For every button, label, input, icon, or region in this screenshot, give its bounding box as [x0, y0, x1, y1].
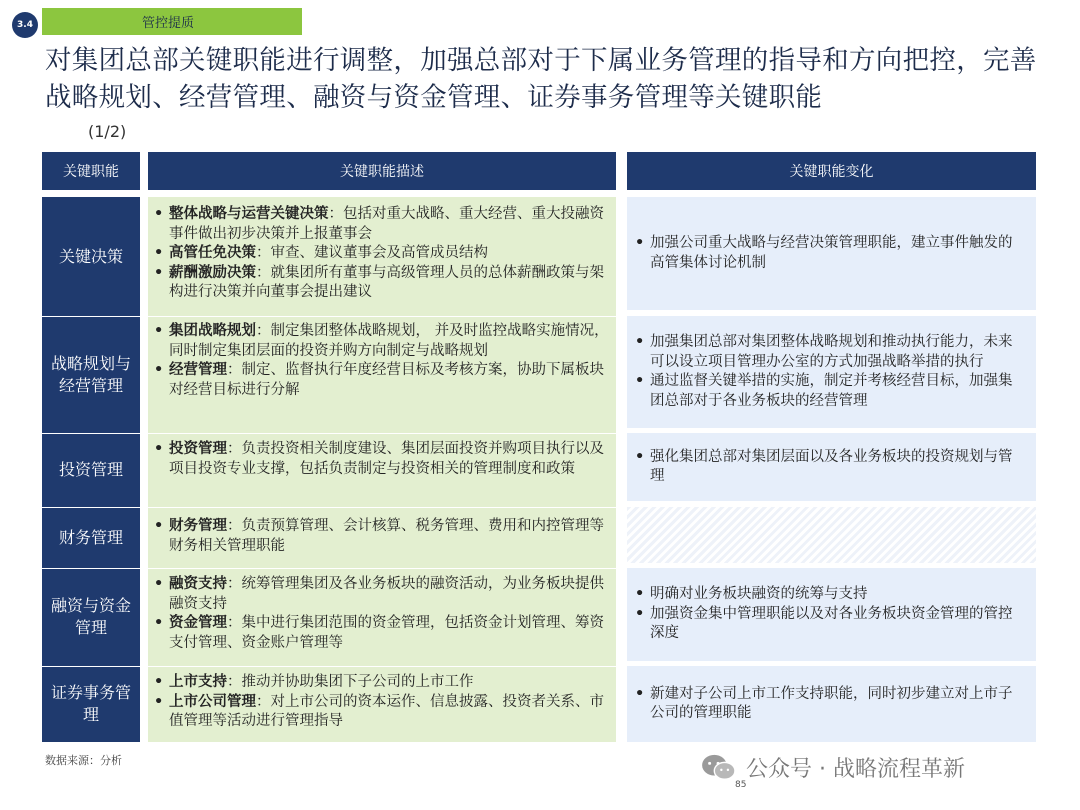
- function-cell: 融资与资金管理: [50, 596, 131, 637]
- description-cell: [154, 205, 612, 303]
- list-item: • 整体战略与运营关键决策：包括对重大战略、重大经营、重大投融资事件做出初步决策并上报董事会: [154, 206, 604, 242]
- wechat-icon: [700, 753, 738, 783]
- description-cell: [154, 575, 612, 653]
- change-cell: [627, 316, 1036, 428]
- list-item: • 经营管理：制定、监督执行年度经营目标及考核方案，协助下属板块对经营目标进行分解: [154, 362, 604, 398]
- function-cell: 投资管理: [58, 460, 123, 479]
- list-item: • 新建对子公司上市工作支持职能，同时初步建立对上市子公司的管理职能: [635, 685, 1013, 721]
- function-cell: 关键决策: [58, 246, 123, 266]
- change-cell: [627, 568, 1036, 661]
- page-indicator: (1/2): [88, 122, 127, 141]
- description-cell: [154, 517, 612, 556]
- column-header-change: 关键职能变化: [627, 152, 1036, 190]
- change-cell: [627, 433, 1036, 501]
- section-label: 管控提质: [42, 8, 302, 35]
- function-cell: 战略规划与经营管理: [50, 353, 131, 395]
- list-item: • 加强资金集中管理职能以及对各业务板块资金管理的管控深度: [635, 605, 1013, 642]
- list-item: • 融资支持：统筹管理集团及各业务板块的融资活动，为业务板块提供融资支持: [154, 576, 604, 612]
- list-item: • 通过监督关键举措的实施，制定并考核经营目标，加强集团总部对于各业务板块的经营管理: [635, 373, 1013, 409]
- list-item: • 薪酬激励决策：就集团所有董事与高级管理人员的总体薪酬政策与架构进行决策并向董事会提出建议: [154, 264, 604, 300]
- column-header-description: 关键职能描述: [148, 152, 616, 190]
- function-cell: 证券事务管理: [50, 683, 131, 724]
- change-cell-empty: [627, 507, 1036, 563]
- list-item: • 投资管理：负责投资相关制度建设、集团层面投资并购项目执行以及项目投资专业支撑，包括负责制定与投资相关的管理制度和政策: [154, 441, 604, 477]
- description-cell: [154, 673, 612, 732]
- page-number: 85: [735, 780, 747, 790]
- page-title: 对集团总部关键职能进行调整，加强总部对于下属业务管理的指导和方向把控，完善战略规划、经营管理、融资与资金管理、证券事务管理等关键职能: [45, 45, 1037, 113]
- list-item: • 集团战略规划：制定集团整体战略规划， 并及时监控战略实施情况，同时制定集团层面的投资并购方向制定与战略规划: [154, 323, 609, 359]
- list-item: • 加强集团总部对集团整体战略规划和推动执行能力，未来可以设立项目管理办公室的方式加强战略举措的执行: [635, 334, 1013, 370]
- list-item: • 高管任免决策：审查、建议董事会及高管成员结构: [154, 245, 488, 261]
- list-item: • 明确对业务板块融资的统筹与支持: [635, 586, 868, 603]
- list-item: • 加强公司重大战略与经营决策管理职能，建立事件触发的高管集体讨论机制: [635, 235, 1013, 271]
- function-cell: 财务管理: [58, 527, 123, 547]
- change-cell: [627, 197, 1036, 310]
- column-header-function: 关键职能: [42, 152, 140, 190]
- change-cell: [627, 666, 1036, 742]
- list-item: • 上市公司管理：对上市公司的资本运作、信息披露、投资者关系、市值管理等活动进行管理指导: [154, 693, 604, 729]
- watermark-text: 公众号 · 战略流程革新: [746, 757, 965, 782]
- watermark: [700, 752, 965, 783]
- description-cell: [154, 322, 612, 400]
- description-cell: [154, 440, 612, 479]
- list-item: • 财务管理：负责预算管理、会计核算、税务管理、费用和内控管理等财务相关管理职能: [154, 518, 604, 554]
- list-item: • 强化集团总部对集团层面以及各业务板块的投资规划与管理: [635, 448, 1013, 484]
- list-item: • 资金管理：集中进行集团范围的资金管理，包括资金计划管理、筹资支付管理、资金账户管理等: [154, 615, 604, 651]
- list-item: • 上市支持：推动并协助集团下子公司的上市工作: [154, 674, 474, 690]
- data-source-note: 数据来源：分析: [45, 754, 122, 767]
- section-number-badge: 3.4: [12, 12, 38, 38]
